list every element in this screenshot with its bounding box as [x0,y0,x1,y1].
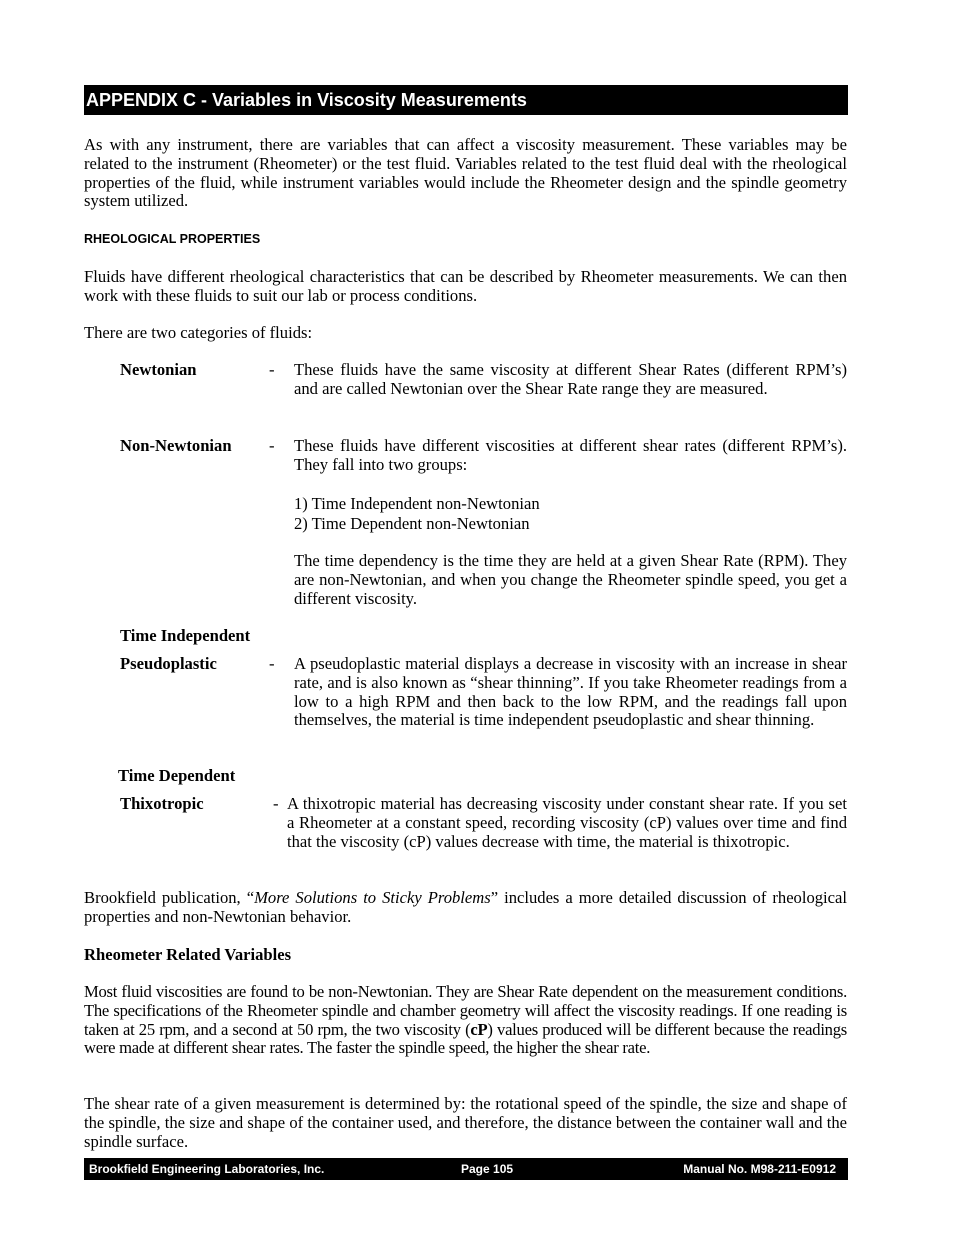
publication-text-post: ” includes a more detailed discussion of rheological properties and non-Newtonian behavior. [84,888,848,926]
term-newtonian: Newtonian [120,360,197,379]
page-footer [84,1158,848,1180]
publication-text-pre: Brookfield publication, “ [84,888,255,907]
term-non-newtonian: Non-Newtonian [120,436,232,455]
section-heading-rheometer: Rheometer Related Variables [84,945,292,964]
definition-thixotropic: A thixotropic material has decreasing viscosity under constant shear rate. If you set a Rheometer at a constant speed, recording viscosity (cP) values over time and find that the viscosity (cP) values decrease with time, the material is thixotropic. [287,794,847,851]
definition-newtonian: These fluids have the same viscosity at different Shear Rates (different RPM’s) and are called Newtonian over the Shear Rate range they are measured. [294,360,847,398]
footer-page-number: Page 105 [461,1162,514,1176]
term-pseudoplastic: Pseudoplastic [120,654,217,673]
rheological-paragraph: Fluids have different rheological characteristics that can be described by Rheometer measurements. We can then work with these fluids to suit our lab or process conditions. [84,267,847,305]
time-dependency-note: The time dependency is the time they are held at a given Shear Rate (RPM). They are non-Newtonian, and when you change the Rheometer spindle speed, you get a different viscosity. [294,551,847,608]
heading-time-independent: Time Independent [120,626,251,645]
list-item: 2) Time Dependent non-Newtonian [294,514,530,533]
term-dash: - [269,436,275,455]
rheometer-paragraph-1 [84,983,847,1058]
section-heading-rheological: RHEOLOGICAL PROPERTIES [84,232,261,246]
appendix-title: APPENDIX C - Variables in Viscosity Measurements [84,85,848,115]
footer-company: Brookfield Engineering Laboratories, Inc. [89,1162,325,1176]
footer-manual-number: Manual No. M98-211-E0912 [683,1162,836,1176]
heading-time-dependent: Time Dependent [118,766,236,785]
rheometer-text-post: ) values produced will be different because the readings were made at different shear rates. The faster the spindle speed, the higher the shear rate. [84,1019,847,1058]
list-item: 1) Time Independent non-Newtonian [294,494,540,513]
term-dash: - [269,360,275,379]
term-thixotropic: Thixotropic [120,794,204,813]
rheometer-paragraph-2: The shear rate of a given measurement is determined by: the rotational speed of the spindle, the size and shape of the spindle, the size and shape of the container used, and therefore, the distance between the container wall and the spindle surface. [84,1094,847,1151]
publication-title: More Solutions to Sticky Problems [254,888,491,907]
term-dash: - [273,794,279,813]
definition-pseudoplastic: A pseudoplastic material displays a decrease in viscosity with an increase in shear rate, and is also known as “shear thinning”. If you take Rheometer readings from a low to a high RPM and then back to the low RPM, and the readings fall upon themselves, the material is time independent pseudoplastic and shear thinning. [294,654,847,730]
fluid-categories-intro: There are two categories of fluids: [84,323,313,342]
definition-non-newtonian: These fluids have different viscosities at different shear rates (different RPM’s). They fall into two groups: [294,436,847,474]
intro-paragraph: As with any instrument, there are variables that can affect a viscosity measurement. These variables may be related to the instrument (Rheometer) or the test fluid. Variables related to the test fluid deal with the rheological properties of the fluid, while instrument variables would include the Rheometer design and the spindle geometry system utilized. [84,135,847,211]
unit-cp: cP [470,1019,488,1039]
term-dash: - [269,654,275,673]
publication-paragraph [84,889,847,927]
rheometer-text-pre: Most fluid viscosities are found to be non-Newtonian. They are Shear Rate dependent on the measurement conditions. The specifications of the Rheometer spindle and chamber geometry will affect the viscosity readings. If one reading is taken at 25 rpm, and a second at 50 rpm, the two viscosity ( [84,982,847,1039]
